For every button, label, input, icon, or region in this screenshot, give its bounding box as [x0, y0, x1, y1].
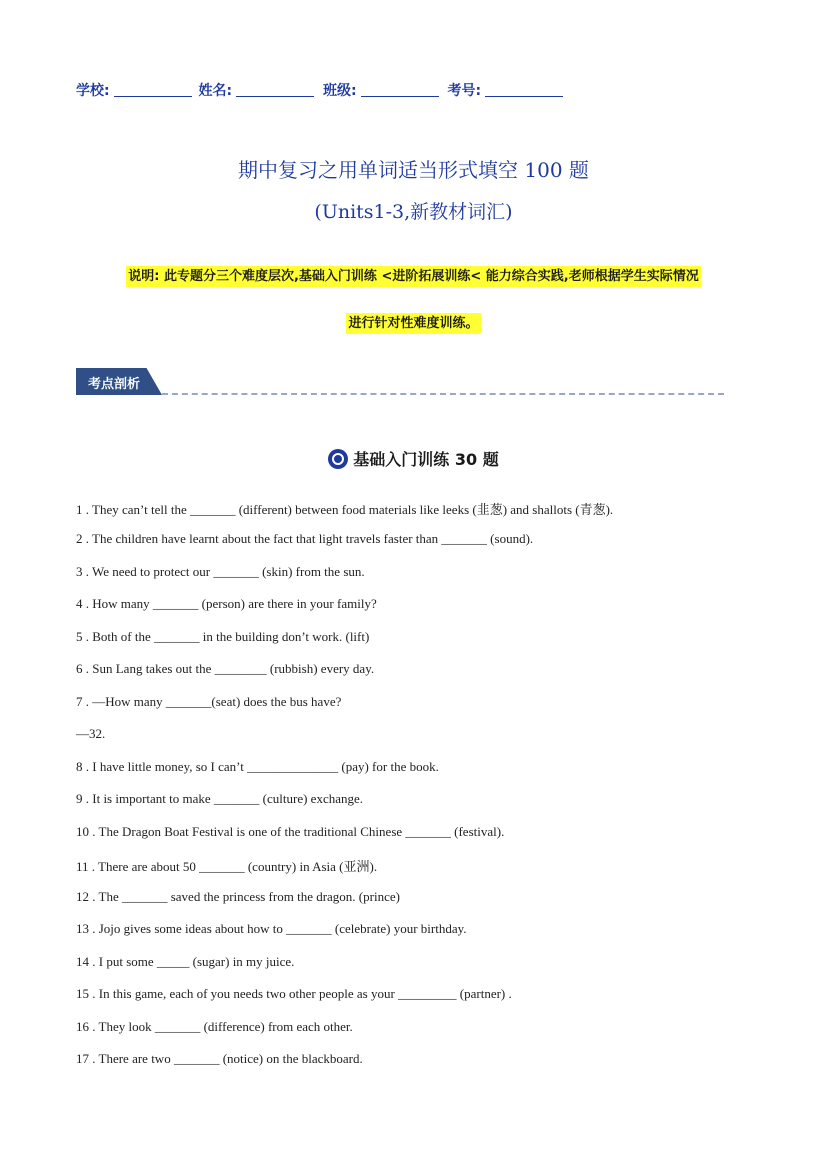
question-7-answer: —32. — [76, 726, 106, 741]
question-6: 6 . Sun Lang takes out the ________ (rubbish) every day. — [76, 661, 375, 676]
question-4: 4 . How many _______ (person) are there in your family? — [76, 596, 377, 611]
question-5: 5 . Both of the _______ in the building don’t work. (lift) — [76, 629, 370, 644]
sub-heading-text: 基础入门训练 30 题 — [353, 450, 499, 469]
section-tab-label: 考点剖析 — [88, 377, 141, 392]
instruction-note-line-2 — [0, 312, 827, 331]
school-label: 学校: — [76, 83, 110, 99]
class-label: 班级: — [322, 83, 357, 99]
question-9: 9 . It is important to make _______ (culture) exchange. — [76, 791, 364, 806]
question-8: 8 . I have little money, so I can’t ______________ (pay) for the book. — [76, 759, 439, 774]
bullet-circle-icon — [328, 449, 348, 469]
document-subtitle: (Units1-3,新教材词汇) — [314, 201, 513, 223]
question-7: 7 . —How many _______(seat) does the bus have? — [76, 694, 342, 709]
question-11: 11 . There are about 50 _______ (country) in Asia (亚洲). — [76, 859, 378, 874]
question-12: 12 . The _______ saved the princess from the dragon. (prince) — [76, 889, 400, 904]
instruction-note-line-1 — [0, 265, 827, 284]
question-17: 17 . There are two _______ (notice) on the blackboard. — [76, 1051, 363, 1066]
instruction-note-text-2: 进行针对性难度训练。 — [346, 313, 480, 334]
name-blank — [236, 82, 314, 97]
question-1: 1 . They can’t tell the _______ (different) between food materials like leeks (韭葱) and shallots (青葱). — [76, 502, 614, 517]
question-15: 15 . In this game, each of you needs two other people as your _________ (partner) . — [76, 986, 512, 1001]
school-blank — [114, 82, 192, 97]
section-header-bar — [76, 368, 724, 398]
exam-number-blank — [485, 82, 563, 97]
exam-number-label: 考号: — [447, 83, 482, 99]
question-13: 13 . Jojo gives some ideas about how to _______ (celebrate) your birthday. — [76, 921, 467, 936]
section-divider — [162, 393, 724, 395]
question-2: 2 . The children have learnt about the fact that light travels faster than _______ (sound). — [76, 531, 534, 546]
question-3: 3 . We need to protect our _______ (skin) from the sun. — [76, 564, 365, 579]
name-label: 姓名: — [198, 83, 233, 99]
instruction-note-text-1: 说明: 此专题分三个难度层次,基础入门训练 <进阶拓展训练< 能力综合实践,老师根据学生实际情况 — [126, 266, 700, 287]
sub-heading — [0, 447, 827, 470]
question-14: 14 . I put some _____ (sugar) in my juice. — [76, 954, 295, 969]
student-info-header — [76, 80, 563, 100]
question-10: 10 . The Dragon Boat Festival is one of the traditional Chinese _______ (festival). — [76, 824, 505, 839]
question-16: 16 . They look _______ (difference) from each other. — [76, 1019, 353, 1034]
class-blank — [361, 82, 439, 97]
document-title: 期中复习之用单词适当形式填空 100 题 — [238, 158, 589, 182]
